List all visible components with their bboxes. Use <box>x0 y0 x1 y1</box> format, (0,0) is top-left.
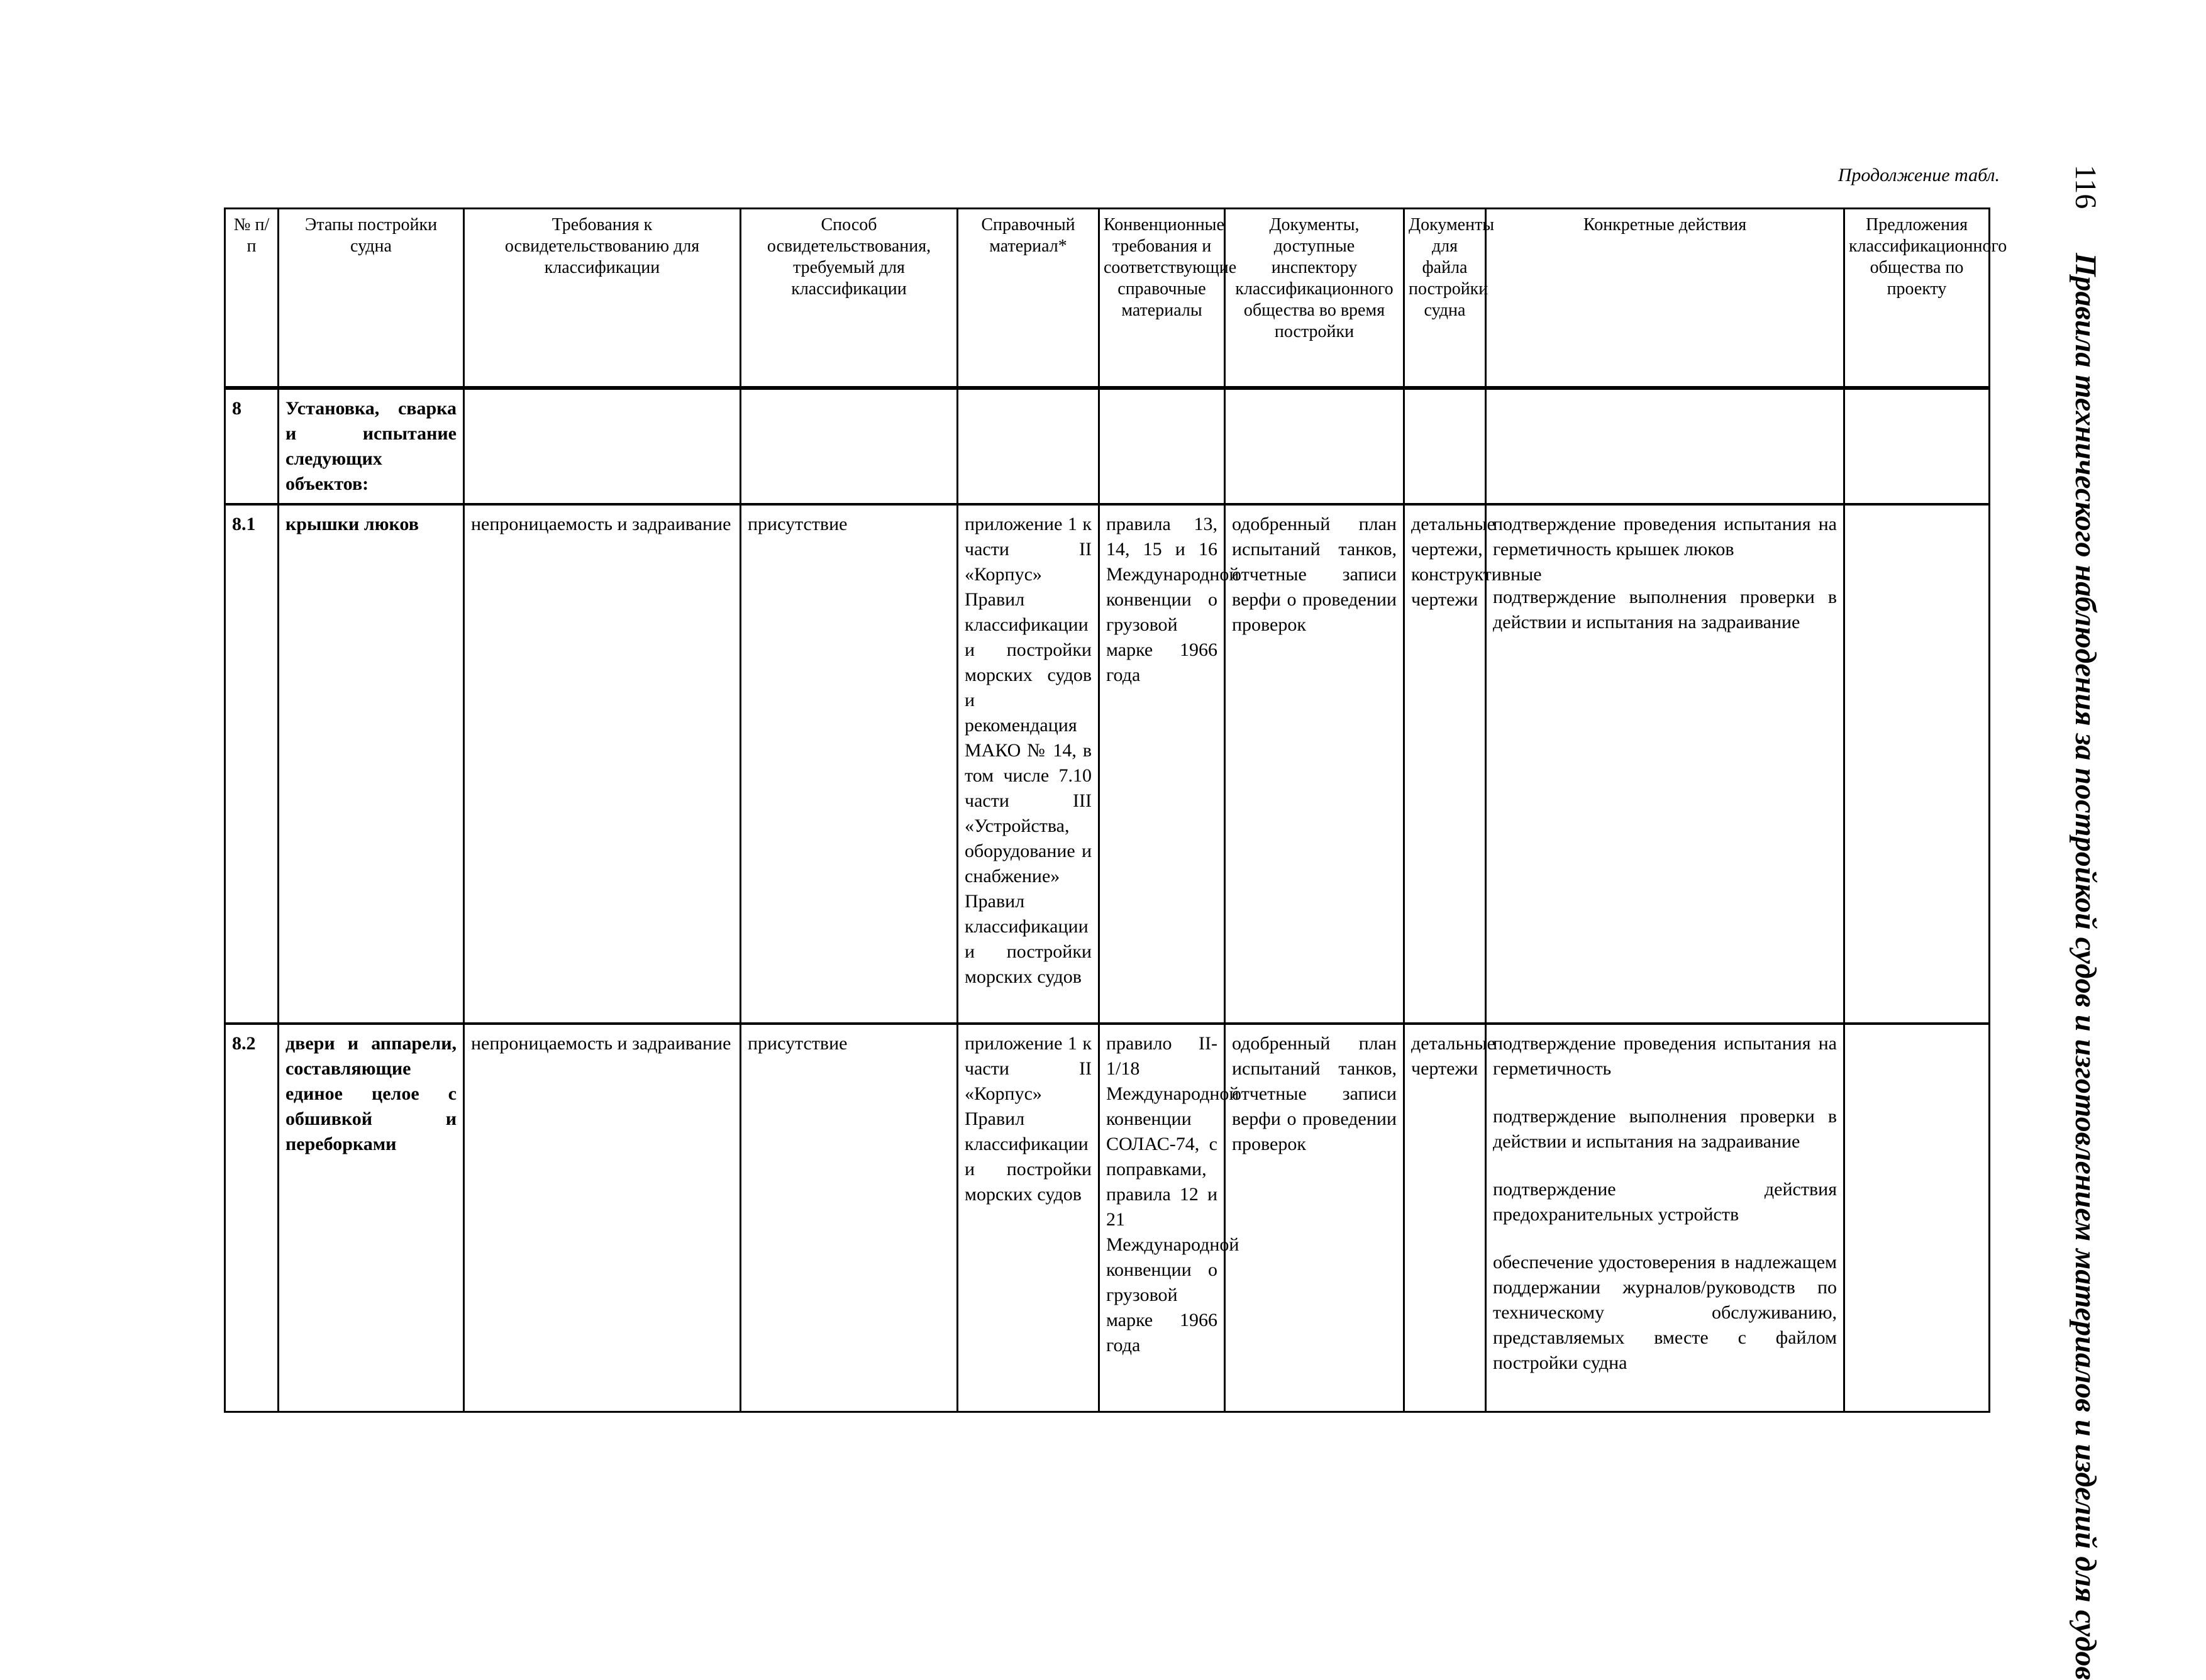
running-header <box>2037 165 2102 1680</box>
column-header: Конвенционные требования и соответствующие справочные материалы <box>1099 209 1225 388</box>
column-header: Предложения классификационного общества по проекту <box>1844 209 1990 388</box>
table-row <box>225 504 1990 1024</box>
row-reference: приложение 1 к части II «Корпус» Правил классификации и постройки морских судов <box>958 1024 1099 1412</box>
table-row <box>225 1024 1990 1412</box>
action-item: подтверждение выполнения проверки в действии и испытания на задраивание <box>1493 586 1837 633</box>
action-item: подтверждение проведения испытания на герметичность <box>1493 1032 1837 1079</box>
row-convention: правила 13, 14, 15 и 16 Международной конвенции о грузовой марке 1966 года <box>1099 504 1225 1024</box>
row-method: присутствие <box>741 1024 958 1412</box>
continuation-note: Продолжение табл. <box>1837 165 2000 185</box>
column-header: Этапы постройки судна <box>279 209 464 388</box>
action-item: подтверждение выполнения проверки в действии и испытания на задраивание <box>1493 1105 1837 1152</box>
column-header: Документы для файла постройки судна <box>1404 209 1486 388</box>
action-item: обеспечение удостоверения в надлежащем поддержании журналов/руководств по техническому обслуживанию, представляемых вместе с файлом постройки судна <box>1493 1251 1837 1373</box>
column-header: Способ освидетельствования, требуемый для классификации <box>741 209 958 388</box>
column-header: № п/п <box>225 209 279 388</box>
row-stage: крышки люков <box>279 504 464 1024</box>
row-reference: приложение 1 к части II «Корпус» Правил классификации и постройки морских судов и рекомендация МАКО № 14, в том числе 7.10 части III «Устройства, оборудование и снабжение» Правил классификации и постройки морских судов <box>958 504 1099 1024</box>
row-convention: правило II-1/18 Международной конвенции СОЛАС-74, с поправками, правила 12 и 21 Международной конвенции о грузовой марке 1966 года <box>1099 1024 1225 1412</box>
row-proposals <box>1844 1024 1990 1412</box>
classification-table <box>224 207 2007 1413</box>
row-method: присутствие <box>741 504 958 1024</box>
column-header: Требования к освидетельствованию для классификации <box>464 209 741 388</box>
column-header: Конкретные действия <box>1486 209 1844 388</box>
running-title: Правила технического наблюдения за постройкой судов и изготовлением материалов и изделий для судов <box>2069 253 2102 1680</box>
row-documents: одобренный план испытаний танков, отчетные записи верфи о проведении проверок <box>1225 1024 1404 1412</box>
row-requirement: непроницаемость и задраивание <box>464 1024 741 1412</box>
row-number: 8.2 <box>225 1024 279 1412</box>
row-actions <box>1486 1024 1844 1412</box>
row-stage: двери и аппарели, составляющие единое целое с обшивкой и переборками <box>279 1024 464 1412</box>
row-documents: одобренный план испытаний танков, отчетные записи верфи о проведении проверок <box>1225 504 1404 1024</box>
section-number: 8 <box>225 388 279 504</box>
action-item: подтверждение действия предохранительных устройств <box>1493 1178 1837 1225</box>
section-title: Установка, сварка и испытание следующих объектов: <box>279 388 464 504</box>
row-requirement: непроницаемость и задраивание <box>464 504 741 1024</box>
page-number: 116 <box>2069 165 2102 209</box>
row-number: 8.1 <box>225 504 279 1024</box>
table-header-row <box>225 209 1990 388</box>
section-row <box>225 388 1990 504</box>
row-proposals <box>1844 504 1990 1024</box>
row-file-docs: детальные чертежи <box>1404 1024 1486 1412</box>
column-header: Справочный материал* <box>958 209 1099 388</box>
action-item: подтверждение проведения испытания на герметичность крышек люков <box>1493 513 1837 560</box>
row-file-docs: детальные чертежи, конструктивные чертежи <box>1404 504 1486 1024</box>
column-header: Документы, доступные инспектору классификационного общества во время постройки <box>1225 209 1404 388</box>
